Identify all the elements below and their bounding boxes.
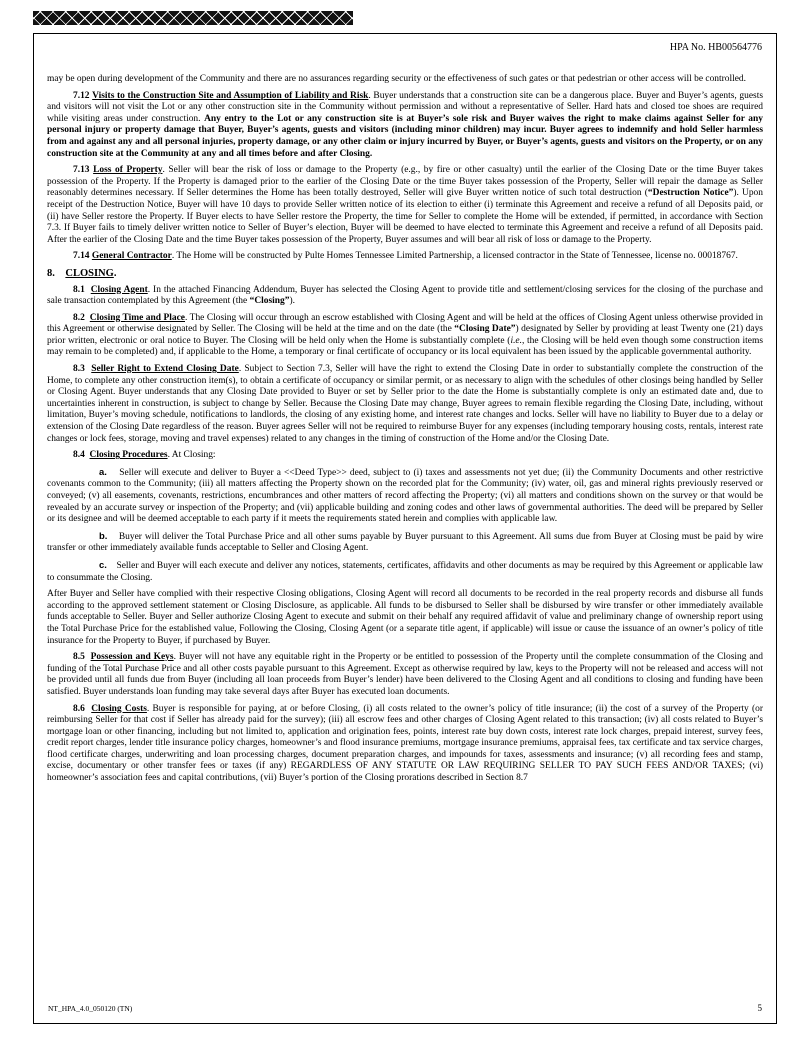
section-number: 8.2 bbox=[73, 312, 85, 323]
section-8-2 bbox=[47, 313, 763, 359]
section-number: 8.5 bbox=[73, 652, 85, 663]
section-7-12 bbox=[47, 91, 763, 161]
hpa-number: HPA No. HB00564776 bbox=[669, 42, 762, 53]
section-7-13 bbox=[47, 165, 763, 246]
section-text: . The Closing will occur through an escrow established with Closing Agent and will be held at the offices of Closing Agent unless otherwise provided in this Agreement or otherwise designated by Seller. The Closing will be held at the time and on the date (the bbox=[47, 312, 763, 335]
section-8-4 bbox=[47, 450, 763, 462]
section-8-4-item-a bbox=[47, 467, 763, 526]
section-text: , the Closing will be held even though some construction items may remain to be completed) and, if applicable to the Home, a temporary or final certificate of occupancy or its local equivalent has been issued by the applicable governmental authority. bbox=[47, 335, 763, 358]
section-text: . The Home will be constructed by Pulte Homes Tennessee Limited Partnership, a licensed contractor in the State of Tennessee, license no. 00018767. bbox=[171, 251, 738, 262]
page-number: 5 bbox=[757, 1003, 762, 1013]
section-8-4-item-b bbox=[47, 531, 763, 555]
document-body bbox=[47, 74, 763, 790]
section-7-14 bbox=[47, 251, 763, 263]
section-title: Closing Costs bbox=[91, 703, 147, 714]
italic-abbrev: i.e. bbox=[510, 335, 522, 346]
section-title: Closing Time and Place bbox=[89, 312, 185, 323]
section-title-dot: . bbox=[113, 267, 117, 279]
section-text: . Buyer will not have any equitable right in the Property or be entitled to possession of the Property until the complete consummation of the Closing and funding of the Total Purchase Price and all other costs payable pursuant to this Agreement. Except as otherwise required by law, keys to the Property will not be released and access will not be provided until all funds due from Buyer (including all loan proceeds from Buyer’s lender) have been delivered to the Closing Agent and all conditions to closing and funding have been satisfied. Buyer understands loan funding may take several days after Buyer has executed loan documents. bbox=[47, 652, 763, 697]
defined-term: “Closing Date” bbox=[454, 324, 516, 335]
section-title: Visits to the Construction Site and Assumption of Liability and Risk bbox=[92, 90, 369, 101]
section-text: . Buyer is responsible for paying, at or before Closing, (i) all costs related to the owner’s policy of title insurance; (ii) the cost of a survey of the Property (or reimbursing Seller for that cost if Seller has already paid for the survey); (iii) all escrow fees and other charges of Closing Agent related to this transaction; (iv) all costs related to Buyer’s mortgage loan or other financing, including but not limited to, application and origination fees, points, interest rate buy down costs, interest rate lock charges, prepaid interest, survey fees, credit report charges, lender title insurance policy charges, homeowner’s and flood insurance premiums, mortgage insurance premiums, appraisal fees, tax certificate and tax service charges, flood certificate charges, underwriting and loan processing charges, document preparation charges, and impounds for taxes, assessments and insurance; (v) all recording fees and stamp, excise, documentary or other transfer fees or taxes (if any) REGARDLESS OF ANY STATUTE OR LAW REQUIRING SELLER TO PAY SUCH FEES AND/OR TAXES; (vi) homeowner’s association fees and capital contributions, (vii) Buyer’s portion of the Closing prorations described in Section 8.7 bbox=[47, 703, 763, 784]
section-title: General Contractor bbox=[91, 251, 172, 262]
section-title: Possession and Keys bbox=[90, 652, 174, 663]
item-label: c. bbox=[99, 559, 107, 571]
section-text: . At Closing: bbox=[167, 450, 216, 461]
item-text: Seller and Buyer will each execute and deliver any notices, statements, certificates, affidavits and other documents as may be required by this Agreement or applicable law to consummate the Closing. bbox=[47, 560, 764, 583]
section-8-6 bbox=[47, 704, 763, 785]
section-number: 7.12 bbox=[73, 90, 90, 101]
section-8-4-after: After Buyer and Seller have complied with their respective Closing obligations, Closing Agent will record all documents to be recorded in the real property records and disburse all funds according to the approved settlement statement or Closing Disclosure, as applicable. All funds to be disbursed to Seller shall be disbursed by wire transfer or other immediately available funds acceptable to Seller. Buyer and Seller authorize Closing Agent to execute and submit on their behalf any required affidavit of value and preliminary change of ownership report using the Total Purchase Price for the established value, Following the Closing, Closing Agent (or a separate title agent, if applicable) will issue or cause the issuance of an owner’s policy of title insurance for the Property to Buyer, if purchased by Buyer. bbox=[47, 589, 763, 646]
section-title: Closing Agent bbox=[90, 284, 148, 295]
section-text: . Subject to Section 7.3, Seller will have the right to extend the Closing Date in order to substantially complete the construction of the Home, to complete any other construction item(s), to obtain a certificate of occupancy or similar permit, or as necessary to align with the schedules of other closings being handled by Seller or Closing Agent. Buyer understands that any Closing Date provided to Buyer or set by Seller prior to the date the Home is substantially complete is only an estimated date and, due to uncertainties inherent in construction, is subject to change by Seller. Because the Closing Date may change, Buyer agrees to remain flexible regarding the Closing Date, including, without limitation, Buyer’s moving schedule, notifications to landlords, the closing of any existing home, and interest rate changes and locks. Seller will have no liability to Buyer due to a delay or extension of the Closing Date regardless of the reason. Buyer agrees Seller will not be required to reimburse Buyer for any expenses (including temporary housing costs, rentals, interest rate changes or lock fees, storage, moving and travel expenses) related to any changes in the timing of construction of the Home and/or the Closing Date. bbox=[47, 364, 763, 444]
section-number: 8. bbox=[47, 267, 55, 279]
section-number: 7.13 bbox=[73, 165, 90, 176]
defined-term: “Destruction Notice” bbox=[647, 188, 734, 199]
section-text: . In the attached Financing Addendum, Buyer has selected the Closing Agent to provide title and settlement/closing services for the closing of the purchase and sale transaction contemplated by this Agreement (the bbox=[47, 284, 764, 307]
section-text: ). Upon receipt of the Destruction Notice, Buyer will have 10 days to provide Seller written notice of its election to either (i) terminate this Agreement and receive a refund of all Deposits paid, or (ii) have Seller restore the Property. If Buyer elects to have Seller restore the Property, the time for Seller to complete the Home will be extended, if permitted, in accordance with Section 7.3. If Buyer fails to timely deliver written notice to Seller of Buyer’s election, Buyer will be deemed to have elected to terminate this Agreement and receive a refund of all Deposits paid. After the earlier of the Closing Date and the time Buyer takes possession of the Property, Buyer assumes and will bear all risk of loss or damage to the Property. bbox=[47, 188, 763, 245]
intro-paragraph: may be open during development of the Community and there are no assurances regarding security or the effectiveness of such gates or that pedestrian or other access will be controlled. bbox=[47, 74, 747, 84]
section-8-3 bbox=[47, 364, 763, 445]
section-title: CLOSING bbox=[65, 267, 114, 279]
section-text: ) designated by Seller by providing at least Twenty one (21) days prior written, electronic or oral notice to Buyer. The Closing will be held only when the Home is substantially complete ( bbox=[47, 324, 763, 346]
section-text: . Buyer understands that a construction site can be a dangerous place. Buyer and Buyer’s agents, guests and visitors will not visit the Lot or any other construction site in the Community without permission and without a representative of Seller. Hard hats and closed toe shoes are required while visiting areas under construction. bbox=[47, 90, 764, 124]
section-number: 7.14 bbox=[73, 251, 90, 262]
item-text: Seller will execute and deliver to Buyer a <<Deed Type>> deed, subject to (i) taxes and assessments not yet due; (ii) the Community Documents and other restrictive covenants common to the Community; (iii) all matters affecting the Property shown on the recorded plat for the Community; (iv) water, oil, gas and mineral rights previously reserved or conveyed; (v) all easements, covenants, restrictions, encumbrances and other matters of record affecting the Property; (vi) all matters and conditions shown on the survey or that would be revealed by an accurate survey or inspection of the Property; and (vii) applicable building and zoning codes and other laws of governmental authorities. The deed will be prepared by Seller or its designee and will be deemed acceptable to each party if it meets the requirements stated herein and complies with applicable law. bbox=[47, 467, 764, 525]
section-number: 8.6 bbox=[73, 703, 85, 714]
page-frame bbox=[33, 33, 777, 1024]
section-8-5 bbox=[47, 652, 763, 698]
item-text: Buyer will deliver the Total Purchase Price and all other sums payable by Buyer pursuant to this Agreement. All sums due from Buyer at Closing must be paid by wire transfer or other immediately available funds acceptable to Seller and Closing Agent. bbox=[47, 531, 764, 554]
item-label: a. bbox=[99, 466, 107, 478]
item-label: b. bbox=[99, 530, 108, 542]
defined-term: “Closing” bbox=[249, 296, 290, 307]
section-bold-text: Any entry to the Lot or any construction site is at Buyer’s sole risk and Buyer waives the right to make claims against Seller for any personal injury or property damage that Buyer, Buyer’s agents, guests and visitors (including minor children) may incur. Buyer agrees to indemnify and hold Seller harmless from and against any and all personal injuries, property damage, or any other claim or injury incurred by Buyer, or Buyer’s agents, guests and visitors on the Property, or on any construction site at the Community at any and all times before and after Closing. bbox=[47, 113, 763, 159]
section-number: 8.4 bbox=[73, 450, 85, 461]
form-id: NT_HPA_4.0_050120 (TN) bbox=[48, 1004, 133, 1013]
section-title: Seller Right to Extend Closing Date bbox=[91, 364, 239, 375]
section-number: 8.3 bbox=[73, 364, 85, 375]
section-text: ). bbox=[289, 296, 295, 307]
section-8-heading bbox=[47, 268, 763, 280]
section-title: Closing Procedures bbox=[89, 450, 168, 461]
header-hatch-bar bbox=[33, 11, 353, 25]
section-number: 8.1 bbox=[73, 284, 85, 295]
section-title: Loss of Property bbox=[93, 165, 163, 176]
section-text: . Seller will bear the risk of loss or damage to the Property (e.g., by fire or other casualty) until the earlier of the Closing Date or the time Buyer takes possession of the Property. If the Property is damaged prior to the earlier of the Closing Date or the time Buyer takes possession of the Property, Seller will repair the damage as Seller reasonably determines necessary. If Seller determines the Home has been totally destroyed, Seller will give Buyer written notice of such total destruction ( bbox=[47, 165, 763, 199]
section-8-1 bbox=[47, 285, 763, 308]
section-8-4-item-c bbox=[47, 560, 763, 584]
